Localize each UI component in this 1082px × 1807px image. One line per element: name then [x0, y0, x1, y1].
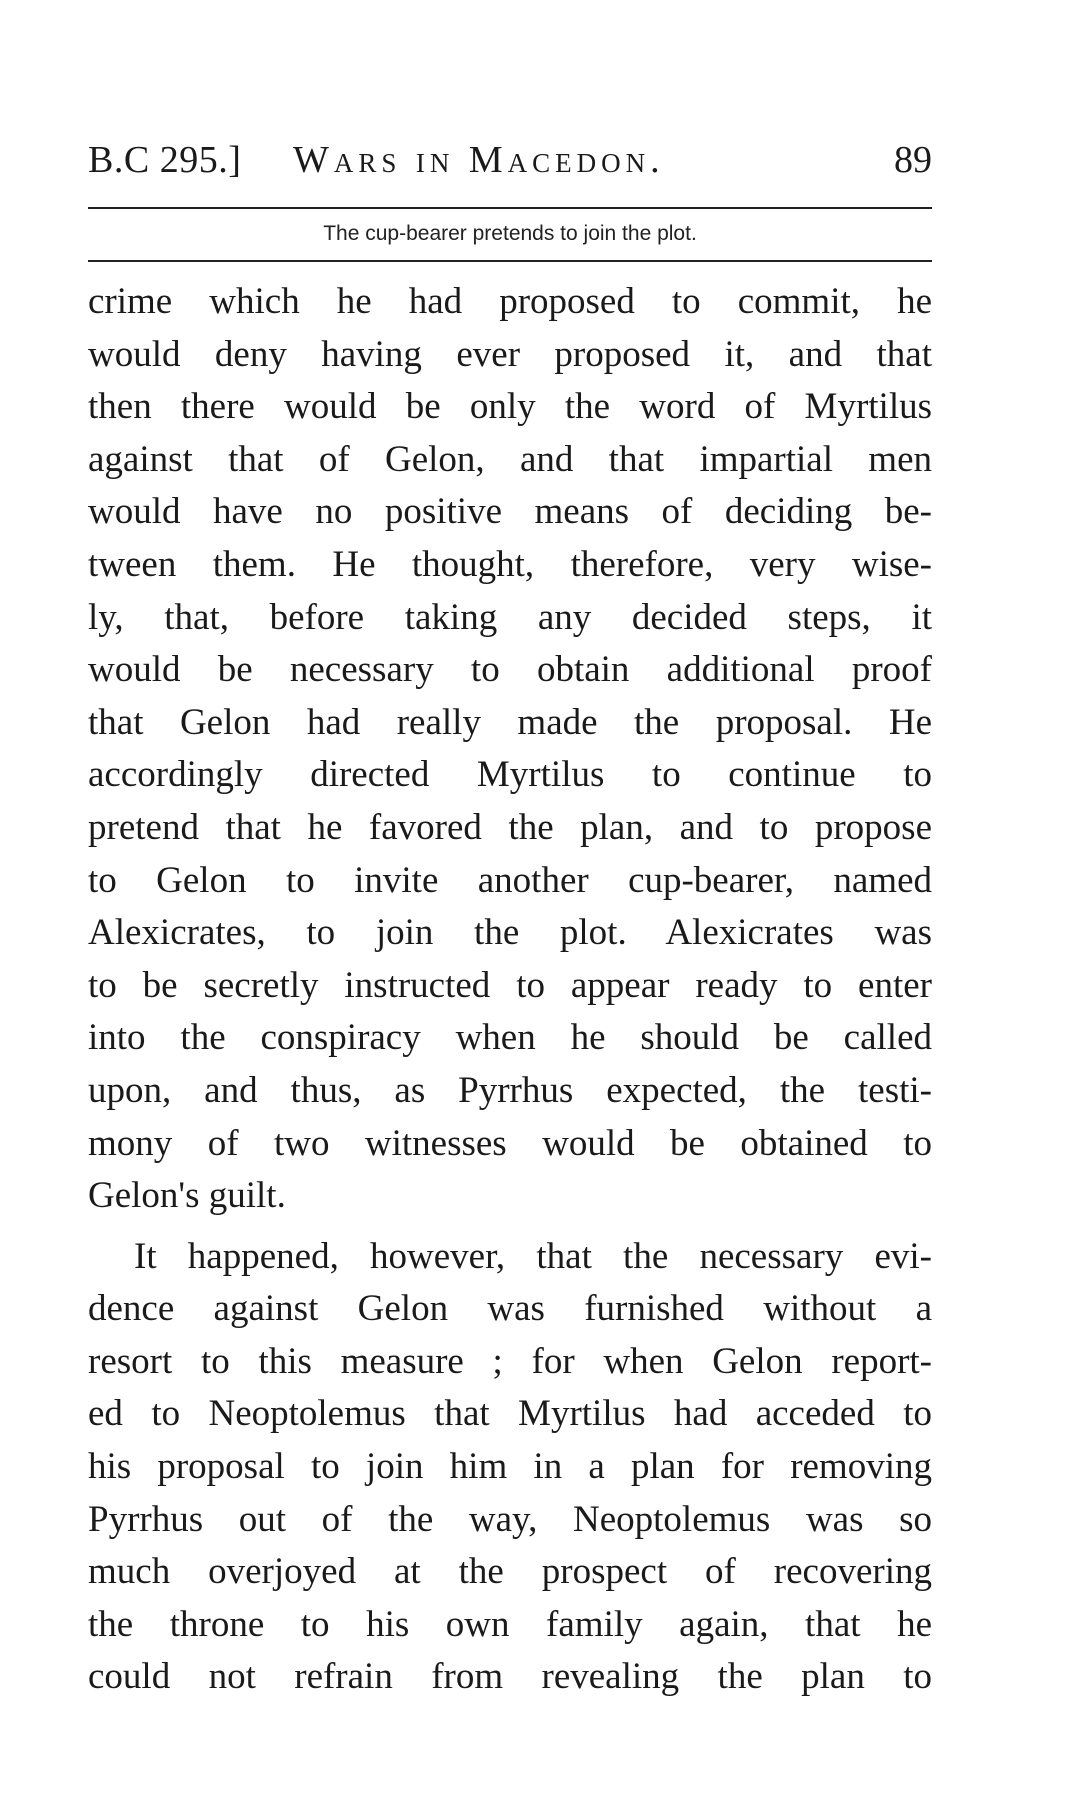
text-line: crime which he had proposed to commit, he: [88, 281, 932, 322]
body-text: [88, 276, 932, 1704]
header-title: Wars in Macedon.: [293, 139, 665, 181]
text-line: It happened, however, that the necessary evi-: [134, 1235, 932, 1277]
paragraph: [88, 276, 932, 1223]
text-line: much overjoyed at the prospect of recovering: [88, 1551, 932, 1593]
header-date: B.C 295.]: [88, 139, 242, 181]
text-line: could not refrain from revealing the plan to: [88, 1656, 932, 1698]
text-line: would have no positive means of deciding be-: [88, 491, 932, 533]
page-number: 89: [894, 139, 932, 181]
page-subheading: The cup-bearer pretends to join the plot.: [323, 222, 697, 245]
text-line: ed to Neoptolemus that Myrtilus had acceded to: [88, 1393, 932, 1435]
text-line: accordingly directed Myrtilus to continue to: [88, 754, 932, 796]
text-line: ly, that, before taking any decided steps, it: [88, 596, 932, 638]
running-header: [88, 138, 932, 194]
text-line: would be necessary to obtain additional proof: [88, 649, 932, 691]
paragraph: [88, 1231, 932, 1704]
text-line: resort to this measure ; for when Gelon report-: [88, 1340, 932, 1382]
text-line: Gelon's guilt.: [88, 1175, 286, 1217]
paragraph-gap: [88, 1223, 932, 1231]
text-line: his proposal to join him in a plan for removing: [88, 1446, 932, 1488]
text-line: dence against Gelon was furnished without a: [88, 1288, 932, 1330]
text-line: Pyrrhus out of the way, Neoptolemus was so: [88, 1498, 932, 1540]
text-line: that Gelon had really made the proposal. He: [88, 701, 932, 743]
text-line: to be secretly instructed to appear ready to enter: [88, 964, 932, 1006]
text-line: into the conspiracy when he should be called: [88, 1017, 932, 1059]
text-line: to Gelon to invite another cup-bearer, named: [88, 859, 932, 901]
text-line: upon, and thus, as Pyrrhus expected, the testi-: [88, 1069, 932, 1111]
text-line: tween them. He thought, therefore, very wise-: [88, 543, 932, 585]
text-line: would deny having ever proposed it, and that: [88, 333, 932, 375]
text-line: against that of Gelon, and that impartial men: [88, 438, 932, 480]
text-line: then there would be only the word of Myrtilus: [88, 386, 932, 428]
text-line: the throne to his own family again, that he: [88, 1603, 932, 1645]
text-line: mony of two witnesses would be obtained to: [88, 1122, 932, 1164]
text-line: Alexicrates, to join the plot. Alexicrates was: [88, 912, 932, 954]
header-rule-bottom: [88, 260, 932, 262]
text-line: pretend that he favored the plan, and to propose: [88, 806, 932, 848]
header-rule-top: [88, 207, 932, 209]
